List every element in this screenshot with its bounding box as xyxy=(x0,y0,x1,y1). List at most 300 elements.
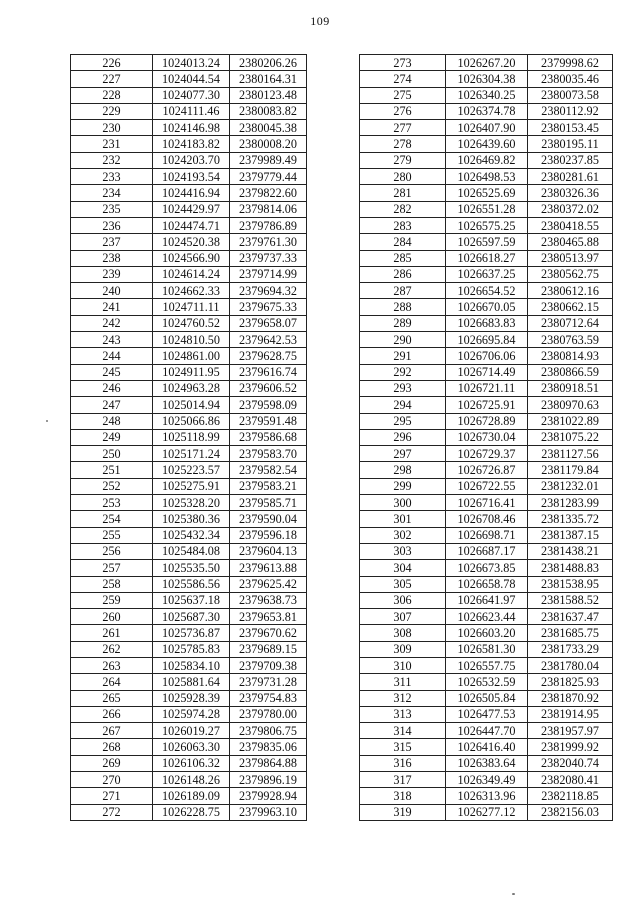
y-coordinate-cell: 2379989.49 xyxy=(230,152,307,168)
x-coordinate-cell: 1025586.56 xyxy=(153,576,230,592)
point-number-cell: 289 xyxy=(360,315,446,331)
table-row xyxy=(360,136,613,152)
point-number-cell: 235 xyxy=(71,201,153,217)
y-coordinate-cell: 2380035.46 xyxy=(528,71,613,87)
y-coordinate-cell: 2382040.74 xyxy=(528,755,613,771)
point-number-cell: 260 xyxy=(71,609,153,625)
table-row xyxy=(71,706,307,722)
table-row xyxy=(360,772,613,788)
y-coordinate-cell: 2379780.00 xyxy=(230,706,307,722)
point-number-cell: 281 xyxy=(360,185,446,201)
point-number-cell: 256 xyxy=(71,543,153,559)
table-row xyxy=(360,332,613,348)
table-row xyxy=(360,446,613,462)
table-row xyxy=(360,201,613,217)
y-coordinate-cell: 2380112.92 xyxy=(528,103,613,119)
point-number-cell: 250 xyxy=(71,446,153,462)
x-coordinate-cell: 1025535.50 xyxy=(153,560,230,576)
x-coordinate-cell: 1025687.30 xyxy=(153,609,230,625)
y-coordinate-cell: 2379642.53 xyxy=(230,332,307,348)
x-coordinate-cell: 1026505.84 xyxy=(446,690,528,706)
x-coordinate-cell: 1025928.39 xyxy=(153,690,230,706)
x-coordinate-cell: 1025275.91 xyxy=(153,478,230,494)
point-number-cell: 293 xyxy=(360,380,446,396)
x-coordinate-cell: 1025484.08 xyxy=(153,543,230,559)
table-row xyxy=(360,234,613,250)
x-coordinate-cell: 1026575.25 xyxy=(446,217,528,233)
point-number-cell: 315 xyxy=(360,739,446,755)
point-number-cell: 294 xyxy=(360,397,446,413)
point-number-cell: 290 xyxy=(360,332,446,348)
table-row xyxy=(71,250,307,266)
table-row xyxy=(71,120,307,136)
x-coordinate-cell: 1026726.87 xyxy=(446,462,528,478)
y-coordinate-cell: 2379628.75 xyxy=(230,348,307,364)
x-coordinate-cell: 1026407.90 xyxy=(446,120,528,136)
y-coordinate-cell: 2379689.15 xyxy=(230,641,307,657)
y-coordinate-cell: 2380083.82 xyxy=(230,103,307,119)
point-number-cell: 275 xyxy=(360,87,446,103)
y-coordinate-cell: 2380153.45 xyxy=(528,120,613,136)
point-number-cell: 234 xyxy=(71,185,153,201)
coordinates-table-right xyxy=(359,54,613,821)
y-coordinate-cell: 2379598.09 xyxy=(230,397,307,413)
point-number-cell: 268 xyxy=(71,739,153,755)
point-number-cell: 284 xyxy=(360,234,446,250)
table-row xyxy=(360,543,613,559)
table-row xyxy=(71,201,307,217)
table-row xyxy=(71,527,307,543)
x-coordinate-cell: 1026670.05 xyxy=(446,299,528,315)
x-coordinate-cell: 1025834.10 xyxy=(153,657,230,673)
x-coordinate-cell: 1026063.30 xyxy=(153,739,230,755)
point-number-cell: 316 xyxy=(360,755,446,771)
point-number-cell: 282 xyxy=(360,201,446,217)
y-coordinate-cell: 2381283.99 xyxy=(528,495,613,511)
x-coordinate-cell: 1026304.38 xyxy=(446,71,528,87)
x-coordinate-cell: 1026730.04 xyxy=(446,429,528,445)
x-coordinate-cell: 1026581.30 xyxy=(446,641,528,657)
table-row xyxy=(360,380,613,396)
scan-speck xyxy=(46,420,48,422)
point-number-cell: 264 xyxy=(71,674,153,690)
y-coordinate-cell: 2379761.30 xyxy=(230,234,307,250)
point-number-cell: 270 xyxy=(71,772,153,788)
table-row xyxy=(71,543,307,559)
point-number-cell: 298 xyxy=(360,462,446,478)
point-number-cell: 265 xyxy=(71,690,153,706)
x-coordinate-cell: 1026469.82 xyxy=(446,152,528,168)
y-coordinate-cell: 2379779.44 xyxy=(230,169,307,185)
x-coordinate-cell: 1025881.64 xyxy=(153,674,230,690)
x-coordinate-cell: 1026708.46 xyxy=(446,511,528,527)
y-coordinate-cell: 2380073.58 xyxy=(528,87,613,103)
y-coordinate-cell: 2380465.88 xyxy=(528,234,613,250)
x-coordinate-cell: 1024474.71 xyxy=(153,217,230,233)
y-coordinate-cell: 2379591.48 xyxy=(230,413,307,429)
y-coordinate-cell: 2381733.29 xyxy=(528,641,613,657)
y-coordinate-cell: 2381914.95 xyxy=(528,706,613,722)
point-number-cell: 276 xyxy=(360,103,446,119)
table-row xyxy=(360,511,613,527)
x-coordinate-cell: 1025785.83 xyxy=(153,641,230,657)
table-row xyxy=(71,185,307,201)
point-number-cell: 312 xyxy=(360,690,446,706)
x-coordinate-cell: 1026673.85 xyxy=(446,560,528,576)
y-coordinate-cell: 2381022.89 xyxy=(528,413,613,429)
x-coordinate-cell: 1026525.69 xyxy=(446,185,528,201)
table-row xyxy=(71,152,307,168)
point-number-cell: 239 xyxy=(71,266,153,282)
x-coordinate-cell: 1024566.90 xyxy=(153,250,230,266)
table-row xyxy=(360,804,613,820)
y-coordinate-cell: 2379714.99 xyxy=(230,266,307,282)
x-coordinate-cell: 1024077.30 xyxy=(153,87,230,103)
table-row xyxy=(71,266,307,282)
point-number-cell: 300 xyxy=(360,495,446,511)
point-number-cell: 226 xyxy=(71,55,153,71)
table-row xyxy=(360,462,613,478)
table-row xyxy=(71,413,307,429)
table-row xyxy=(71,332,307,348)
point-number-cell: 296 xyxy=(360,429,446,445)
y-coordinate-cell: 2382118.85 xyxy=(528,788,613,804)
table-row xyxy=(71,592,307,608)
table-row xyxy=(360,250,613,266)
table-row xyxy=(71,348,307,364)
y-coordinate-cell: 2379583.70 xyxy=(230,446,307,462)
table-row xyxy=(360,592,613,608)
table-row xyxy=(360,690,613,706)
y-coordinate-cell: 2381637.47 xyxy=(528,609,613,625)
x-coordinate-cell: 1024429.97 xyxy=(153,201,230,217)
table-row xyxy=(71,380,307,396)
table-row xyxy=(360,755,613,771)
y-coordinate-cell: 2381335.72 xyxy=(528,511,613,527)
y-coordinate-cell: 2379616.74 xyxy=(230,364,307,380)
x-coordinate-cell: 1025223.57 xyxy=(153,462,230,478)
y-coordinate-cell: 2380008.20 xyxy=(230,136,307,152)
y-coordinate-cell: 2379786.89 xyxy=(230,217,307,233)
y-coordinate-cell: 2379638.73 xyxy=(230,592,307,608)
x-coordinate-cell: 1025118.99 xyxy=(153,429,230,445)
x-coordinate-cell: 1026641.97 xyxy=(446,592,528,608)
table-row xyxy=(71,478,307,494)
point-number-cell: 301 xyxy=(360,511,446,527)
x-coordinate-cell: 1026597.59 xyxy=(446,234,528,250)
point-number-cell: 247 xyxy=(71,397,153,413)
y-coordinate-cell: 2379590.04 xyxy=(230,511,307,527)
y-coordinate-cell: 2379835.06 xyxy=(230,739,307,755)
point-number-cell: 252 xyxy=(71,478,153,494)
y-coordinate-cell: 2379625.42 xyxy=(230,576,307,592)
x-coordinate-cell: 1026637.25 xyxy=(446,266,528,282)
table-row xyxy=(360,120,613,136)
x-coordinate-cell: 1026477.53 xyxy=(446,706,528,722)
point-number-cell: 319 xyxy=(360,804,446,820)
point-number-cell: 228 xyxy=(71,87,153,103)
x-coordinate-cell: 1026698.71 xyxy=(446,527,528,543)
table-row xyxy=(71,283,307,299)
x-coordinate-cell: 1024044.54 xyxy=(153,71,230,87)
point-number-cell: 318 xyxy=(360,788,446,804)
x-coordinate-cell: 1024013.24 xyxy=(153,55,230,71)
x-coordinate-cell: 1026714.49 xyxy=(446,364,528,380)
table-row xyxy=(71,560,307,576)
table-row xyxy=(360,625,613,641)
table-row xyxy=(71,674,307,690)
table-row xyxy=(360,217,613,233)
point-number-cell: 285 xyxy=(360,250,446,266)
y-coordinate-cell: 2380326.36 xyxy=(528,185,613,201)
point-number-cell: 248 xyxy=(71,413,153,429)
table-row xyxy=(71,315,307,331)
y-coordinate-cell: 2381179.84 xyxy=(528,462,613,478)
point-number-cell: 304 xyxy=(360,560,446,576)
point-number-cell: 302 xyxy=(360,527,446,543)
table-row xyxy=(71,364,307,380)
point-number-cell: 233 xyxy=(71,169,153,185)
y-coordinate-cell: 2381825.93 xyxy=(528,674,613,690)
point-number-cell: 240 xyxy=(71,283,153,299)
y-coordinate-cell: 2380237.85 xyxy=(528,152,613,168)
y-coordinate-cell: 2380206.26 xyxy=(230,55,307,71)
y-coordinate-cell: 2380562.75 xyxy=(528,266,613,282)
y-coordinate-cell: 2380045.38 xyxy=(230,120,307,136)
table-row xyxy=(71,511,307,527)
point-number-cell: 288 xyxy=(360,299,446,315)
point-number-cell: 244 xyxy=(71,348,153,364)
y-coordinate-cell: 2379675.33 xyxy=(230,299,307,315)
y-coordinate-cell: 2381588.52 xyxy=(528,592,613,608)
y-coordinate-cell: 2379582.54 xyxy=(230,462,307,478)
table-row xyxy=(71,723,307,739)
y-coordinate-cell: 2380662.15 xyxy=(528,299,613,315)
y-coordinate-cell: 2380866.59 xyxy=(528,364,613,380)
table-row xyxy=(71,103,307,119)
x-coordinate-cell: 1025171.24 xyxy=(153,446,230,462)
point-number-cell: 237 xyxy=(71,234,153,250)
table-row xyxy=(71,625,307,641)
point-number-cell: 267 xyxy=(71,723,153,739)
x-coordinate-cell: 1026654.52 xyxy=(446,283,528,299)
y-coordinate-cell: 2379928.94 xyxy=(230,788,307,804)
x-coordinate-cell: 1026439.60 xyxy=(446,136,528,152)
x-coordinate-cell: 1024760.52 xyxy=(153,315,230,331)
point-number-cell: 277 xyxy=(360,120,446,136)
table-row xyxy=(71,772,307,788)
x-coordinate-cell: 1026706.06 xyxy=(446,348,528,364)
x-coordinate-cell: 1025736.87 xyxy=(153,625,230,641)
x-coordinate-cell: 1026498.53 xyxy=(446,169,528,185)
y-coordinate-cell: 2381387.15 xyxy=(528,527,613,543)
x-coordinate-cell: 1026658.78 xyxy=(446,576,528,592)
x-coordinate-cell: 1026349.49 xyxy=(446,772,528,788)
y-coordinate-cell: 2379737.33 xyxy=(230,250,307,266)
x-coordinate-cell: 1024193.54 xyxy=(153,169,230,185)
table-row xyxy=(360,527,613,543)
x-coordinate-cell: 1026687.17 xyxy=(446,543,528,559)
y-coordinate-cell: 2381232.01 xyxy=(528,478,613,494)
y-coordinate-cell: 2379998.62 xyxy=(528,55,613,71)
y-coordinate-cell: 2381685.75 xyxy=(528,625,613,641)
y-coordinate-cell: 2379694.32 xyxy=(230,283,307,299)
point-number-cell: 278 xyxy=(360,136,446,152)
table-row xyxy=(360,609,613,625)
page-number: 109 xyxy=(310,14,330,28)
x-coordinate-cell: 1026729.37 xyxy=(446,446,528,462)
point-number-cell: 292 xyxy=(360,364,446,380)
x-coordinate-cell: 1024861.00 xyxy=(153,348,230,364)
x-coordinate-cell: 1024111.46 xyxy=(153,103,230,119)
table-row xyxy=(71,657,307,673)
x-coordinate-cell: 1025432.34 xyxy=(153,527,230,543)
x-coordinate-cell: 1026725.91 xyxy=(446,397,528,413)
y-coordinate-cell: 2381075.22 xyxy=(528,429,613,445)
table-row xyxy=(71,234,307,250)
x-coordinate-cell: 1026557.75 xyxy=(446,657,528,673)
table-row xyxy=(360,723,613,739)
point-number-cell: 291 xyxy=(360,348,446,364)
point-number-cell: 314 xyxy=(360,723,446,739)
y-coordinate-cell: 2379653.81 xyxy=(230,609,307,625)
point-number-cell: 286 xyxy=(360,266,446,282)
table-row xyxy=(71,55,307,71)
x-coordinate-cell: 1026551.28 xyxy=(446,201,528,217)
table-row xyxy=(360,706,613,722)
table-row xyxy=(71,755,307,771)
point-number-cell: 309 xyxy=(360,641,446,657)
table-row xyxy=(71,576,307,592)
x-coordinate-cell: 1026313.96 xyxy=(446,788,528,804)
y-coordinate-cell: 2381780.04 xyxy=(528,657,613,673)
table-row xyxy=(360,413,613,429)
point-number-cell: 242 xyxy=(71,315,153,331)
x-coordinate-cell: 1026618.27 xyxy=(446,250,528,266)
y-coordinate-cell: 2380763.59 xyxy=(528,332,613,348)
point-number-cell: 263 xyxy=(71,657,153,673)
table-row xyxy=(71,739,307,755)
y-coordinate-cell: 2380195.11 xyxy=(528,136,613,152)
point-number-cell: 241 xyxy=(71,299,153,315)
y-coordinate-cell: 2382156.03 xyxy=(528,804,613,820)
x-coordinate-cell: 1026722.55 xyxy=(446,478,528,494)
point-number-cell: 227 xyxy=(71,71,153,87)
x-coordinate-cell: 1024183.82 xyxy=(153,136,230,152)
y-coordinate-cell: 2380970.63 xyxy=(528,397,613,413)
scan-speck xyxy=(512,893,515,895)
point-number-cell: 261 xyxy=(71,625,153,641)
x-coordinate-cell: 1026603.20 xyxy=(446,625,528,641)
point-number-cell: 272 xyxy=(71,804,153,820)
y-coordinate-cell: 2381999.92 xyxy=(528,739,613,755)
table-row xyxy=(360,657,613,673)
point-number-cell: 238 xyxy=(71,250,153,266)
point-number-cell: 245 xyxy=(71,364,153,380)
point-number-cell: 231 xyxy=(71,136,153,152)
table-row xyxy=(360,641,613,657)
x-coordinate-cell: 1026019.27 xyxy=(153,723,230,739)
y-coordinate-cell: 2379709.38 xyxy=(230,657,307,673)
coordinates-table-left xyxy=(70,54,307,821)
y-coordinate-cell: 2382080.41 xyxy=(528,772,613,788)
table-row xyxy=(360,364,613,380)
x-coordinate-cell: 1024810.50 xyxy=(153,332,230,348)
point-number-cell: 303 xyxy=(360,543,446,559)
point-number-cell: 269 xyxy=(71,755,153,771)
y-coordinate-cell: 2380123.48 xyxy=(230,87,307,103)
y-coordinate-cell: 2379613.88 xyxy=(230,560,307,576)
x-coordinate-cell: 1026683.83 xyxy=(446,315,528,331)
table-row xyxy=(360,315,613,331)
y-coordinate-cell: 2380513.97 xyxy=(528,250,613,266)
y-coordinate-cell: 2381538.95 xyxy=(528,576,613,592)
y-coordinate-cell: 2379583.21 xyxy=(230,478,307,494)
y-coordinate-cell: 2381127.56 xyxy=(528,446,613,462)
table-row xyxy=(360,397,613,413)
x-coordinate-cell: 1026106.32 xyxy=(153,755,230,771)
point-number-cell: 283 xyxy=(360,217,446,233)
table-row xyxy=(360,169,613,185)
table-row xyxy=(71,136,307,152)
x-coordinate-cell: 1026383.64 xyxy=(446,755,528,771)
x-coordinate-cell: 1026447.70 xyxy=(446,723,528,739)
x-coordinate-cell: 1025066.86 xyxy=(153,413,230,429)
x-coordinate-cell: 1026267.20 xyxy=(446,55,528,71)
x-coordinate-cell: 1026695.84 xyxy=(446,332,528,348)
table-row xyxy=(71,169,307,185)
table-row xyxy=(360,674,613,690)
point-number-cell: 273 xyxy=(360,55,446,71)
table-row xyxy=(360,348,613,364)
y-coordinate-cell: 2379585.71 xyxy=(230,495,307,511)
table-row xyxy=(71,446,307,462)
table-row xyxy=(71,217,307,233)
y-coordinate-cell: 2379754.83 xyxy=(230,690,307,706)
x-coordinate-cell: 1025637.18 xyxy=(153,592,230,608)
y-coordinate-cell: 2380712.64 xyxy=(528,315,613,331)
table-row xyxy=(71,804,307,820)
x-coordinate-cell: 1024711.11 xyxy=(153,299,230,315)
x-coordinate-cell: 1025014.94 xyxy=(153,397,230,413)
x-coordinate-cell: 1026148.26 xyxy=(153,772,230,788)
table-row xyxy=(360,55,613,71)
point-number-cell: 307 xyxy=(360,609,446,625)
y-coordinate-cell: 2379604.13 xyxy=(230,543,307,559)
point-number-cell: 262 xyxy=(71,641,153,657)
point-number-cell: 236 xyxy=(71,217,153,233)
point-number-cell: 287 xyxy=(360,283,446,299)
x-coordinate-cell: 1026728.89 xyxy=(446,413,528,429)
x-coordinate-cell: 1024614.24 xyxy=(153,266,230,282)
x-coordinate-cell: 1024911.95 xyxy=(153,364,230,380)
table-row xyxy=(360,283,613,299)
table-row xyxy=(71,690,307,706)
point-number-cell: 271 xyxy=(71,788,153,804)
x-coordinate-cell: 1026416.40 xyxy=(446,739,528,755)
x-coordinate-cell: 1024520.38 xyxy=(153,234,230,250)
y-coordinate-cell: 2380372.02 xyxy=(528,201,613,217)
y-coordinate-cell: 2379596.18 xyxy=(230,527,307,543)
y-coordinate-cell: 2379586.68 xyxy=(230,429,307,445)
table-row xyxy=(360,152,613,168)
table-row xyxy=(71,495,307,511)
point-number-cell: 232 xyxy=(71,152,153,168)
table-row xyxy=(360,739,613,755)
point-number-cell: 317 xyxy=(360,772,446,788)
point-number-cell: 257 xyxy=(71,560,153,576)
y-coordinate-cell: 2379670.62 xyxy=(230,625,307,641)
